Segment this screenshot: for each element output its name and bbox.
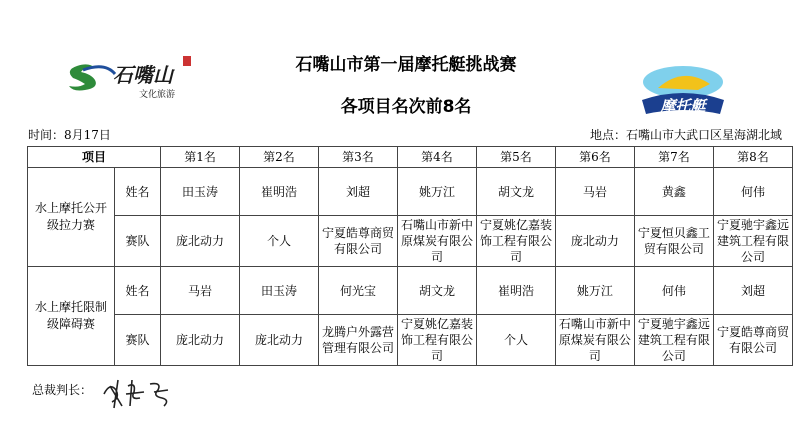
rank-header: 第4名	[397, 147, 476, 168]
athlete-name: 刘超	[318, 168, 397, 216]
athlete-name: 田玉涛	[161, 168, 240, 216]
row-label: 姓名	[115, 267, 161, 315]
rank-header: 第1名	[161, 147, 240, 168]
athlete-name: 刘超	[713, 267, 792, 315]
team-name: 宁夏驰宇鑫远建筑工程有限公司	[713, 216, 792, 267]
event-category: 水上摩托公开级拉力赛	[28, 168, 115, 267]
rank-header: 第5名	[476, 147, 555, 168]
team-name: 庞北动力	[161, 216, 240, 267]
athlete-name: 胡文龙	[476, 168, 555, 216]
team-name: 宁夏皓尊商贸有限公司	[713, 315, 792, 366]
athlete-name: 姚万江	[397, 168, 476, 216]
page-title: 石嘴山市第一届摩托艇挑战赛	[295, 55, 517, 75]
table-row	[28, 315, 793, 366]
handwritten-signature	[100, 372, 180, 412]
athlete-name: 姚万江	[555, 267, 634, 315]
team-name: 宁夏驰宇鑫远建筑工程有限公司	[634, 315, 713, 366]
team-name: 庞北动力	[161, 315, 240, 366]
table-row	[28, 267, 793, 315]
svg-text:摩托艇: 摩托艇	[660, 97, 706, 115]
athlete-name: 马岩	[161, 267, 240, 315]
athlete-name: 田玉涛	[240, 267, 319, 315]
team-name: 个人	[476, 315, 555, 366]
svg-text:文化旅游: 文化旅游	[139, 90, 176, 100]
team-name: 龙腾户外露营管理有限公司	[318, 315, 397, 366]
rank-header: 第7名	[634, 147, 713, 168]
item-header: 项目	[28, 147, 161, 168]
table-header-row	[28, 147, 793, 168]
table-row	[28, 216, 793, 267]
chief-referee-label: 总裁判长：	[32, 383, 93, 397]
team-name: 宁夏皓尊商贸有限公司	[318, 216, 397, 267]
results-table	[27, 146, 793, 366]
event-time: 时间：8月17日	[28, 128, 111, 142]
team-name: 宁夏姚亿嘉装饰工程有限公司	[397, 315, 476, 366]
row-label: 赛队	[115, 315, 161, 366]
row-label: 姓名	[115, 168, 161, 216]
team-name: 石嘴山市新中原煤炭有限公司	[397, 216, 476, 267]
team-name: 个人	[240, 216, 319, 267]
team-name: 庞北动力	[555, 216, 634, 267]
team-name: 石嘴山市新中原煤炭有限公司	[555, 315, 634, 366]
team-name: 宁夏恒贝鑫工贸有限公司	[634, 216, 713, 267]
rank-header: 第8名	[713, 147, 792, 168]
team-name: 宁夏姚亿嘉装饰工程有限公司	[476, 216, 555, 267]
athlete-name: 黄鑫	[634, 168, 713, 216]
event-place: 地点：石嘴山市大武口区星海湖北域	[589, 128, 782, 142]
jetski-event-logo	[628, 60, 738, 120]
rank-header: 第3名	[318, 147, 397, 168]
team-name: 庞北动力	[240, 315, 319, 366]
rank-header: 第6名	[555, 147, 634, 168]
athlete-name: 何光宝	[318, 267, 397, 315]
row-label: 赛队	[115, 216, 161, 267]
athlete-name: 崔明浩	[476, 267, 555, 315]
athlete-name: 崔明浩	[240, 168, 319, 216]
athlete-name: 何伟	[713, 168, 792, 216]
svg-text:石嘴山: 石嘴山	[113, 63, 173, 87]
event-category: 水上摩托限制级障碍赛	[28, 267, 115, 366]
rank-header: 第2名	[240, 147, 319, 168]
page-subtitle: 各项目名次前8名	[340, 97, 472, 117]
athlete-name: 何伟	[634, 267, 713, 315]
athlete-name: 马岩	[555, 168, 634, 216]
athlete-name: 胡文龙	[397, 267, 476, 315]
table-row	[28, 168, 793, 216]
